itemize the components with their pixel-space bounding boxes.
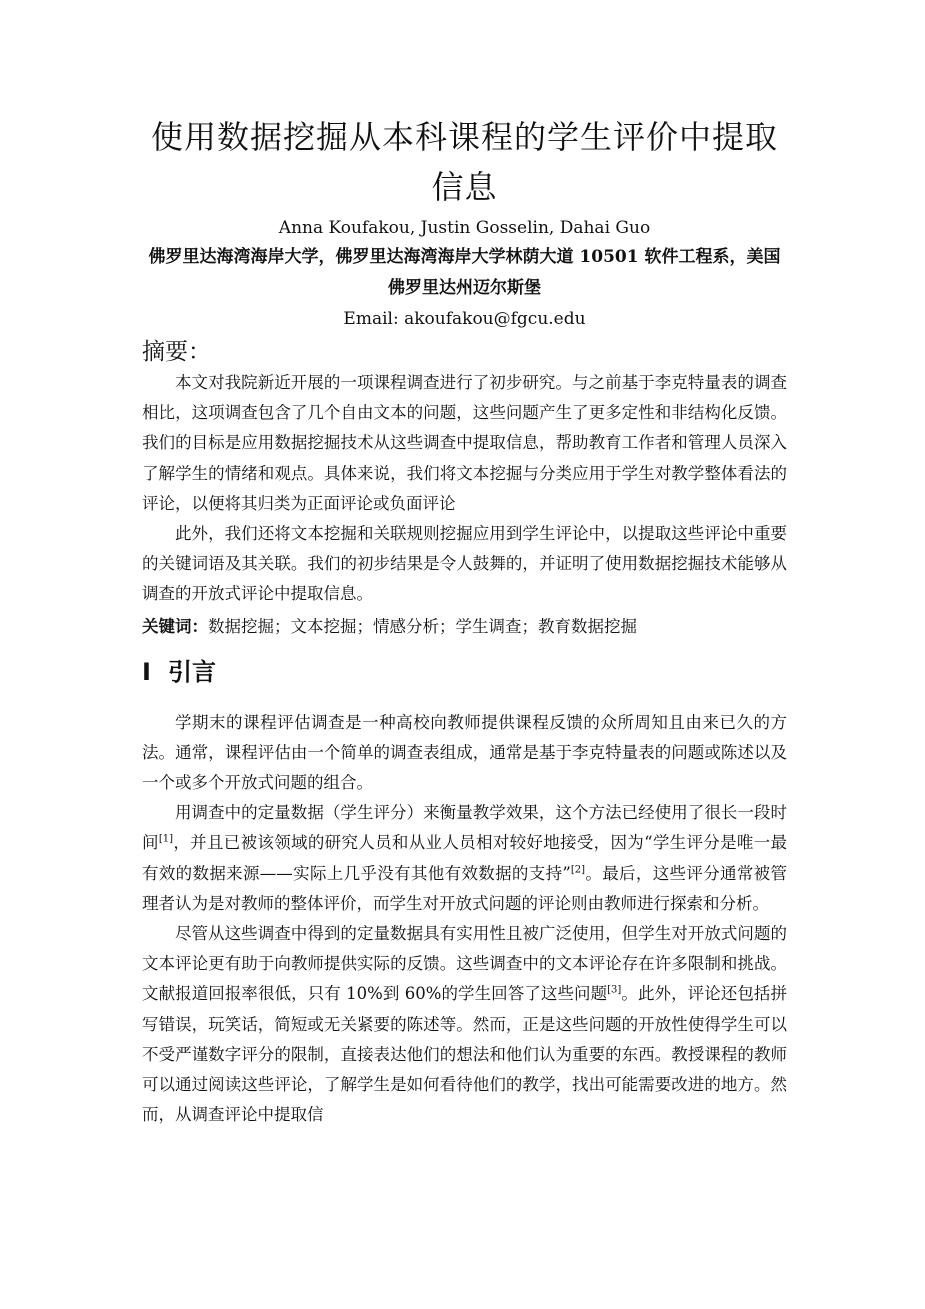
keywords-label: 关键词：: [142, 616, 208, 636]
text-run: 用调查中的定量数据（学生评分）来衡量教学效果，这个方法已经使用了很长一段时间: [142, 803, 787, 853]
text-run: 尽管从这些调查中得到的定量数据具有实用性且被广泛使用，但学生对开放式问题的文本评论更有助于向教师提供实际的反馈。这些调查中的文本评论存在许多限制和挑战。文献报道回报率很低，只有 10%到 60%的学生回答了这些问题: [142, 924, 787, 1004]
abstract-paragraph: 本文对我院新近开展的一项课程调查进行了初步研究。与之前基于李克特量表的调查相比，这项调查包含了几个自由文本的问题，这些问题产生了更多定性和非结构化反馈。我们的目标是应用数据挖掘技术从这些调查中提取信息，帮助教育工作者和管理人员深入了解学生的情绪和观点。具体来说，我们将文本挖掘与分类应用于学生对教学整体看法的评论，以便将其归类为正面评论或负面评论: [142, 373, 787, 513]
body-paragraph: [142, 919, 787, 1130]
section-number: I: [142, 657, 151, 686]
author-list: Anna Koufakou, Justin Gosselin, Dahai Guo: [278, 218, 651, 238]
abstract-paragraph: 此外，我们还将文本挖掘和关联规则挖掘应用到学生评论中，以提取这些评论中重要的关键词语及其关联。我们的初步结果是令人鼓舞的，并证明了使用数据挖掘技术能够从调查的开放式评论中提取信息。: [142, 524, 787, 604]
body-paragraph: [142, 798, 787, 919]
author-email: Email: akoufakou@fgcu.edu: [343, 309, 586, 329]
body-paragraph: 学期末的课程评估调查是一种高校向教师提供课程反馈的众所周知且由来已久的方法。通常，课程评估由一个简单的调查表组成，通常是基于李克特量表的问题或陈述以及一个或多个开放式问题的组合。: [142, 712, 787, 793]
abstract-heading: 摘要：: [142, 339, 211, 365]
section-heading: [142, 652, 787, 692]
keywords-text: 数据挖掘；文本挖掘；情感分析；学生调查；教育数据挖掘: [208, 616, 637, 636]
affiliation: 佛罗里达海湾海岸大学，佛罗里达海湾海岸大学林荫大道 10501 软件工程系，美国佛罗里达州迈尔斯堡: [148, 247, 781, 298]
paper-page: [142, 112, 787, 1130]
text-run: 。此外，评论还包括拼写错误，玩笑话，简短或无关紧要的陈述等。然而，正是这些问题的开放性使得学生可以不受严谨数字评分的限制，直接表达他们的想法和他们认为重要的东西。教授课程的教师可以通过阅读这些评论，了解学生是如何看待他们的教学，找出可能需要改进的地方。然而，从调查评论中提取信: [142, 984, 787, 1125]
keywords-line: [142, 612, 787, 642]
citation-ref: [2]: [570, 864, 586, 876]
section-title: 引言: [168, 657, 216, 686]
citation-ref: [3]: [607, 984, 622, 996]
text-run: 。最后，这些评分通常被管理者认为是对教师的整体评价，而学生对开放式问题的评论则由教师进行探索和分析。: [142, 863, 788, 913]
paper-title: 使用数据挖掘从本科课程的学生评价中提取信息: [150, 118, 778, 206]
text-run: ，并且已被该领域的研究人员和从业人员相对较好地接受，因为“学生评分是唯一最有效的数据来源——实际上几乎没有其他有效数据的支持”: [142, 833, 788, 883]
citation-ref: [1]: [158, 833, 173, 845]
